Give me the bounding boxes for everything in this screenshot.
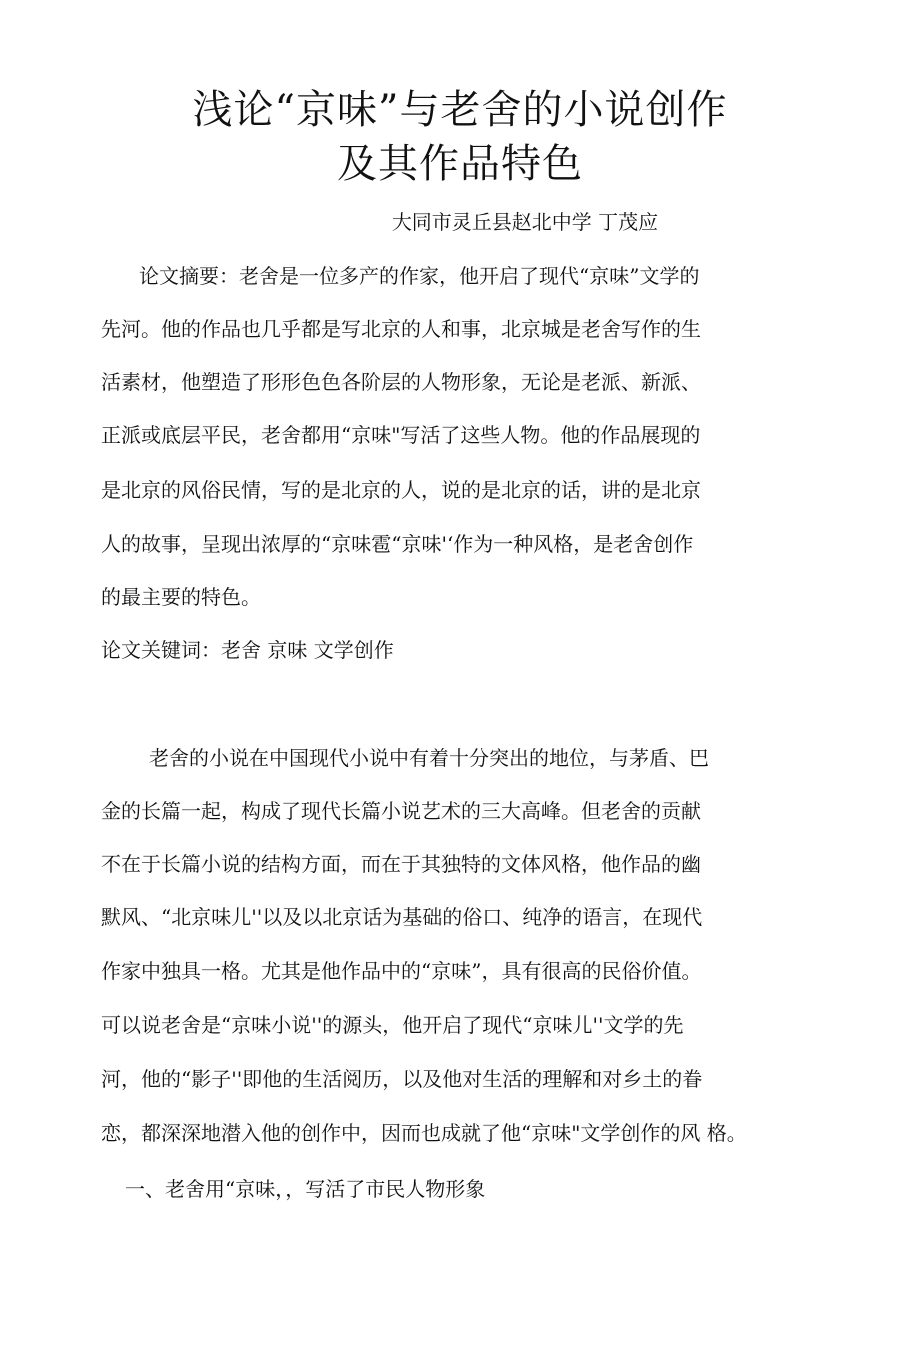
title-line-2: 及其作品特色 [337,141,583,187]
body-line: 恋，都深深地潜入他的创作中，因而也成就了他“京味"文学创作的风 格。 [101,1121,747,1145]
body-line: 作家中独具一格。尤其是他作品中的“京味”，具有很高的民俗价值。 [101,959,702,983]
author-line: 大同市灵丘县赵北中学 丁茂应 [391,210,659,234]
body-line: 河，他的“影子''即他的生活阅历，以及他对生活的理解和对乡土的眷 [101,1067,703,1091]
body-line: 金的长篇一起，构成了现代长篇小说艺术的三大高峰。但老舍的贡献 [101,799,701,823]
section-heading: 一、老舍用“京味，，写活了市民人物形象 [125,1177,486,1201]
abstract-line: 论文摘要：老舍是一位多产的作家，他开启了现代“京味”文学的 [139,264,700,288]
abstract-line: 人的故事，呈现出浓厚的“京味雹“京味'‘作为一种风格，是老舍创作 [101,532,694,556]
abstract-line: 活素材，他塑造了形形色色各阶层的人物形象，无论是老派、新派、 [101,370,701,394]
body-line: 可以说老舍是“京味小说''的源头，他开启了现代“京味儿''文学的先 [101,1013,684,1037]
abstract-line: 是北京的风俗民情，写的是北京的人，说的是北京的话，讲的是北京 [101,478,701,502]
abstract-line: 正派或底层平民，老舍都用“京味"写活了这些人物。他的作品展现的 [101,423,701,447]
body-line: 不在于长篇小说的结构方面，而在于其独特的文体风格，他作品的幽 [101,852,701,876]
keywords-line: 论文关键词：老舍 京味 文学创作 [101,638,394,662]
abstract-line: 先河。他的作品也几乎都是写北京的人和事，北京城是老舍写作的生 [101,317,701,341]
body-line: 默风、“北京味儿''以及以北京话为基础的俗口、纯净的语言，在现代 [101,905,703,929]
abstract-line: 的最主要的特色。 [101,585,261,609]
title-line-1: 浅论“京味”与老舍的小说创作 [192,87,728,133]
body-line: 老舍的小说在中国现代小说中有着十分突出的地位，与茅盾、巴 [149,746,709,770]
